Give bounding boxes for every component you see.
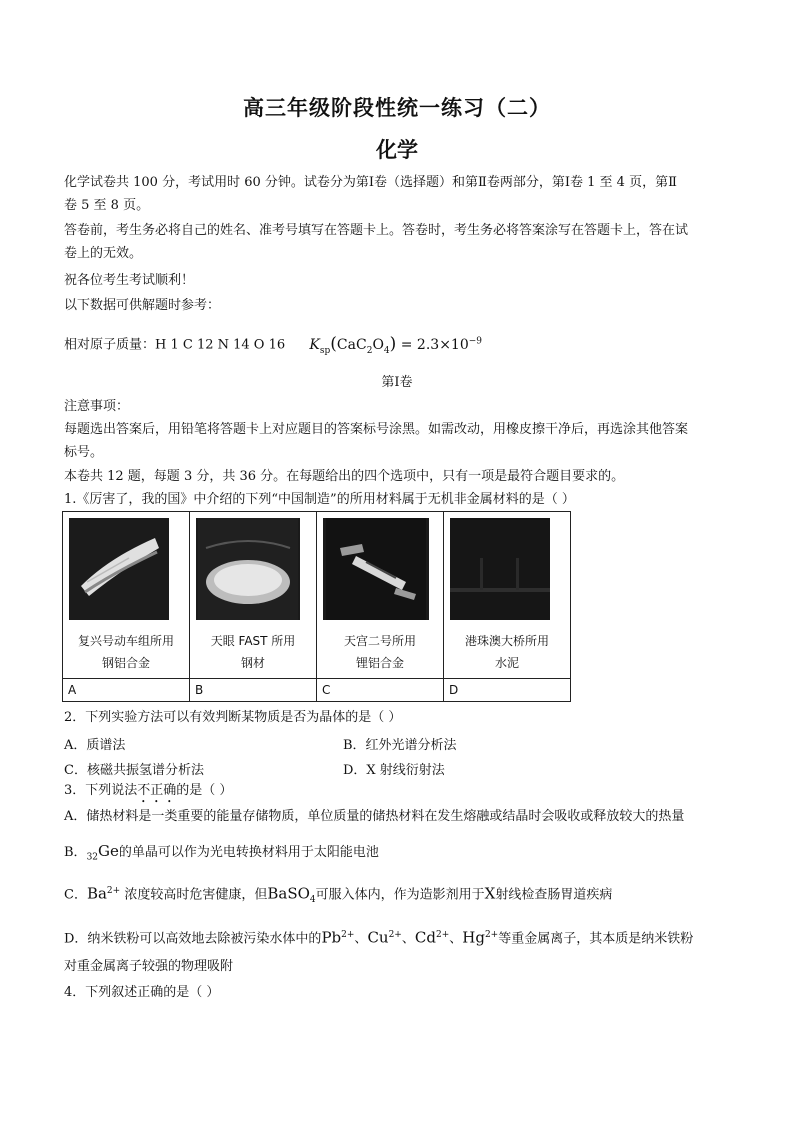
bridge-photo [450, 518, 550, 620]
question-3-option-d-line-2: 对重金属离子较强的物理吸附 [64, 959, 234, 974]
question-1-image-table [62, 511, 571, 702]
emphasis-not-correct: 不正确 [137, 783, 177, 798]
question-3-option-b: B．$_{32}$Ge的单晶可以作为光电转换材料用于太阳能电池 [64, 842, 379, 863]
option-d-caption: 港珠澳大桥所用 水泥 [464, 634, 549, 670]
question-1-stem: 1.《厉害了，我的国》中介绍的下列“中国制造”的所用材料属于无机非金属材料的是（ ） [64, 492, 575, 507]
intro-line-2: 卷 5 至 8 页。 [64, 198, 150, 213]
option-b-label: B [190, 679, 317, 702]
question-3-stem: 3．下列说法不正确的是（ ） [64, 783, 233, 798]
option-a-cell [63, 512, 190, 679]
option-d-cell [444, 512, 571, 679]
option-d-label: D [444, 679, 571, 702]
option-a-caption: 复兴号动车组所用 钢铝合金 [77, 634, 174, 670]
option-c-label: C [317, 679, 444, 702]
intro-line-1: 化学试卷共 100 分，考试用时 60 分钟。试卷分为第Ⅰ卷（选择题）和第Ⅱ卷两部分，第Ⅰ卷 1 至 4 页，第Ⅱ [64, 175, 677, 190]
reference-data-line [64, 332, 482, 359]
notice-line-3: 本卷共 12 题，每题 3 分，共 36 分。在每题给出的四个选项中，只有一项是最符合题目要求的。 [64, 469, 625, 484]
intro-line-3: 答卷前，考生务必将自己的姓名、准考号填写在答题卡上。答卷时，考生务必将答案涂写在答题卡上，答在试 [64, 223, 689, 238]
notice-line-1: 每题选出答案后，用铅笔将答题卡上对应题目的答案标号涂黑。如需改动，用橡皮擦干净后，再选涂其他答案 [64, 422, 689, 437]
atomic-masses: 相对原子质量：H 1 C 12 N 14 O 16 [64, 337, 286, 353]
question-2-stem: 2．下列实验方法可以有效判断某物质是否为晶体的是（ ） [64, 710, 402, 725]
question-4-stem: 4．下列叙述正确的是（ ） [64, 985, 220, 1000]
intro-line-4: 卷上的无效。 [64, 246, 143, 261]
question-3-option-a: A．储热材料是一类重要的能量存储物质，单位质量的储热材料在发生熔融或结晶时会吸收或释放较大的热量 [64, 809, 685, 824]
question-2-option-b: B．红外光谱分析法 [343, 738, 457, 753]
intro-line-6: 以下数据可供解题时参考： [64, 298, 221, 313]
subject-title: 化学 [376, 138, 418, 162]
question-2-option-c: C．核磁共振氢谱分析法 [64, 763, 204, 778]
question-2-option-a: A．质谱法 [64, 738, 126, 753]
intro-line-5: 祝各位考生考试顺利！ [64, 273, 195, 288]
question-3-option-c: C．$Ba^{2+}$ 浓度较高时危害健康，但BaSO$_4$可服入体内，作为造影剂用于X射线检查肠胃道疾病 [64, 884, 613, 905]
section-title: 第Ⅰ卷 [381, 375, 413, 390]
page-title: 高三年级阶段性统一练习（二） [243, 96, 551, 120]
option-b-cell [190, 512, 317, 679]
question-3-option-d: D．纳米铁粉可以高效地去除被污染水体中的$Pb^{2+}$、$Cu^{2+}$、$Cd^{2+}$、$Hg^{2+}$等重金属离子，其本质是纳米铁粉 [64, 928, 694, 947]
option-c-caption: 天宫二号所用 锂铝合金 [343, 634, 416, 670]
train-photo [69, 518, 169, 620]
option-a-label: A [63, 679, 190, 702]
notice-line-2: 标号。 [64, 445, 104, 460]
space-station-photo [323, 518, 429, 620]
notice-label: 注意事项： [64, 399, 130, 414]
ksp-expression: $K_{sp}(CaC_2O_4) = 2.3\times 10^{-9}$ [309, 333, 483, 356]
question-2-option-d: D．X 射线衍射法 [343, 763, 445, 778]
option-b-caption: 天眼 FAST 所用 钢材 [210, 634, 296, 670]
option-c-cell [317, 512, 444, 679]
telescope-photo [196, 518, 300, 620]
